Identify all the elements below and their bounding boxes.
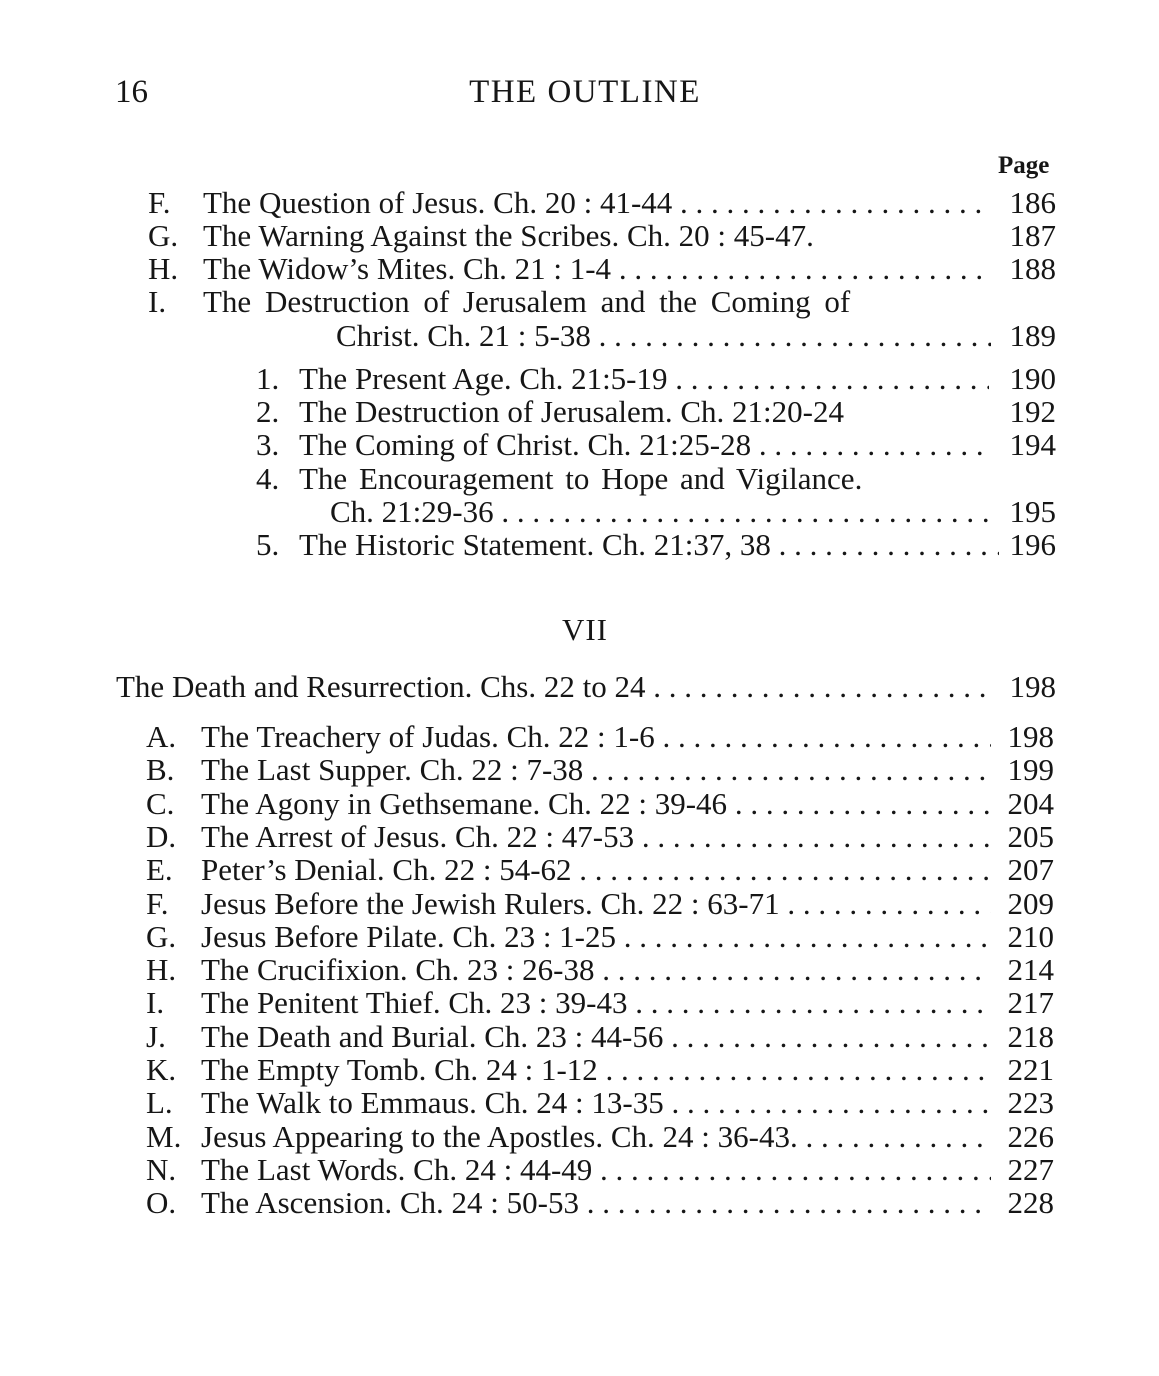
- toc-entry: [146, 720, 1054, 754]
- toc-entry-continuation: [148, 319, 1056, 353]
- entry-letter: C.: [146, 786, 175, 821]
- entry-text: The Last Words. Ch. 24 : 44-49 . . .: [201, 1153, 991, 1187]
- entry-page: 227: [1007, 1152, 1054, 1187]
- page-number: 16: [115, 74, 148, 110]
- page-column-label: Page: [998, 152, 1050, 179]
- toc-entry: [146, 1186, 1054, 1220]
- entry-letter: G.: [148, 218, 179, 253]
- toc-subentry: [256, 428, 1056, 462]
- toc-subentry: [256, 362, 1056, 396]
- entry-letter: I.: [148, 284, 167, 319]
- subentry-number: 4.: [256, 461, 280, 496]
- toc-subentry: [256, 462, 1056, 496]
- toc-entry: [148, 252, 1056, 286]
- toc-entry: [148, 285, 1056, 319]
- entry-text: Peter’s Denial. Ch. 22 : 54-62 . . .: [201, 853, 991, 887]
- entry-text: The Penitent Thief. Ch. 23 : 39-43 . . .: [201, 986, 991, 1020]
- entry-page: 207: [1007, 852, 1054, 887]
- section-number: VII: [561, 612, 609, 647]
- entry-text: The Arrest of Jesus. Ch. 22 : 47-53 . . .: [201, 820, 991, 854]
- entry-page: 198: [1007, 719, 1054, 754]
- entry-page: 204: [1007, 786, 1054, 821]
- toc-entry: [148, 186, 1056, 220]
- entry-text: Jesus Appearing to the Apostles. Ch. 24 : 36-43. . . .: [201, 1120, 991, 1154]
- entry-page: 221: [1007, 1052, 1054, 1087]
- entry-page: 189: [1009, 318, 1056, 353]
- entry-text: The Empty Tomb. Ch. 24 : 1-12 . . .: [201, 1053, 991, 1087]
- entry-text: The Question of Jesus. Ch. 20 : 41-44 . . .: [203, 186, 991, 220]
- entry-page: 195: [1009, 494, 1056, 529]
- subentry-number: 2.: [256, 394, 280, 429]
- toc-entry: [146, 1053, 1054, 1087]
- subentry-number: 1.: [256, 361, 280, 396]
- entry-text: Christ. Ch. 21 : 5-38 . . .: [336, 319, 991, 353]
- entry-page: 228: [1007, 1185, 1054, 1220]
- toc-entry: [146, 820, 1054, 854]
- toc-entry: [146, 753, 1054, 787]
- entry-text: The Agony in Gethsemane. Ch. 22 : 39-46 . . .: [201, 787, 991, 821]
- toc-entry: [146, 1086, 1054, 1120]
- entry-text: The Historic Statement. Ch. 21:37, 38 . . .: [299, 528, 999, 562]
- entry-page: 217: [1007, 985, 1054, 1020]
- entry-page: 205: [1007, 819, 1054, 854]
- entry-page: 199: [1007, 752, 1054, 787]
- entry-text: The Last Supper. Ch. 22 : 7-38 . . .: [201, 753, 991, 787]
- toc-entry: [146, 853, 1054, 887]
- entry-letter: M.: [146, 1119, 182, 1154]
- toc-entry: [146, 953, 1054, 987]
- entry-text: The Treachery of Judas. Ch. 22 : 1-6 . . .: [201, 720, 991, 754]
- entry-text: Jesus Before Pilate. Ch. 23 : 1-25 . . .: [201, 920, 991, 954]
- entry-text: The Encouragement to Hope and Vigilance.: [299, 462, 863, 496]
- entry-text: The Widow’s Mites. Ch. 21 : 1-4 . . .: [203, 252, 991, 286]
- entry-letter: N.: [146, 1152, 177, 1187]
- entry-page: 196: [1009, 527, 1056, 562]
- entry-text: Ch. 21:29-36 . . .: [330, 495, 989, 529]
- entry-text: The Walk to Emmaus. Ch. 24 : 13-35 . . .: [201, 1086, 991, 1120]
- entry-letter: F.: [148, 185, 171, 220]
- entry-page: 209: [1007, 886, 1054, 921]
- entry-page: 190: [1009, 361, 1056, 396]
- entry-text: The Death and Burial. Ch. 23 : 44-56 . . .: [201, 1020, 991, 1054]
- subentry-number: 5.: [256, 527, 280, 562]
- toc-entry: [146, 1153, 1054, 1187]
- entry-text: The Ascension. Ch. 24 : 50-53 . . .: [201, 1186, 991, 1220]
- entry-letter: K.: [146, 1052, 177, 1087]
- toc-entry: [146, 787, 1054, 821]
- toc-subentry-continuation: [256, 495, 1056, 529]
- toc-subentry: [256, 528, 1056, 562]
- entry-letter: D.: [146, 819, 177, 854]
- entry-page: 186: [1009, 185, 1056, 220]
- entry-letter: O.: [146, 1185, 177, 1220]
- toc-entry: [146, 887, 1054, 921]
- entry-letter: H.: [146, 952, 177, 987]
- entry-letter: A.: [146, 719, 177, 754]
- entry-letter: G.: [146, 919, 177, 954]
- entry-text: The Destruction of Jerusalem. Ch. 21:20-24: [299, 395, 844, 429]
- toc-entry: [146, 1020, 1054, 1054]
- entry-letter: I.: [146, 985, 165, 1020]
- entry-page: 226: [1007, 1119, 1054, 1154]
- running-head: THE OUTLINE: [469, 74, 701, 110]
- toc-subentry: [256, 395, 1056, 429]
- entry-letter: L.: [146, 1085, 173, 1120]
- entry-text: The Crucifixion. Ch. 23 : 26-38 . . .: [201, 953, 991, 987]
- toc-entry: [146, 1120, 1054, 1154]
- entry-letter: H.: [148, 251, 179, 286]
- entry-page: 210: [1007, 919, 1054, 954]
- entry-page: 214: [1007, 952, 1054, 987]
- entry-page: 218: [1007, 1019, 1054, 1054]
- toc-entry: [146, 920, 1054, 954]
- entry-text: The Destruction of Jerusalem and the Coming of: [203, 285, 851, 319]
- entry-page: 223: [1007, 1085, 1054, 1120]
- entry-letter: E.: [146, 852, 173, 887]
- entry-page: 194: [1009, 427, 1056, 462]
- subentry-number: 3.: [256, 427, 280, 462]
- section-title-page: 198: [1009, 669, 1056, 704]
- toc-entry: [148, 219, 1056, 253]
- entry-text: Jesus Before the Jewish Rulers. Ch. 22 : 63-71 . . .: [201, 887, 991, 921]
- entry-page: 192: [1009, 394, 1056, 429]
- entry-text: The Present Age. Ch. 21:5-19 . . .: [299, 362, 989, 396]
- entry-text: The Warning Against the Scribes. Ch. 20 : 45-47.: [203, 219, 814, 253]
- entry-letter: B.: [146, 752, 175, 787]
- entry-letter: F.: [146, 886, 169, 921]
- entry-page: 187: [1009, 218, 1056, 253]
- entry-text: The Coming of Christ. Ch. 21:25-28 . . .: [299, 428, 989, 462]
- entry-letter: J.: [146, 1019, 166, 1054]
- section-title-text: The Death and Resurrection. Chs. 22 to 24 . . .: [116, 670, 986, 704]
- section-title: [116, 670, 1056, 704]
- entry-page: 188: [1009, 251, 1056, 286]
- toc-entry: [146, 986, 1054, 1020]
